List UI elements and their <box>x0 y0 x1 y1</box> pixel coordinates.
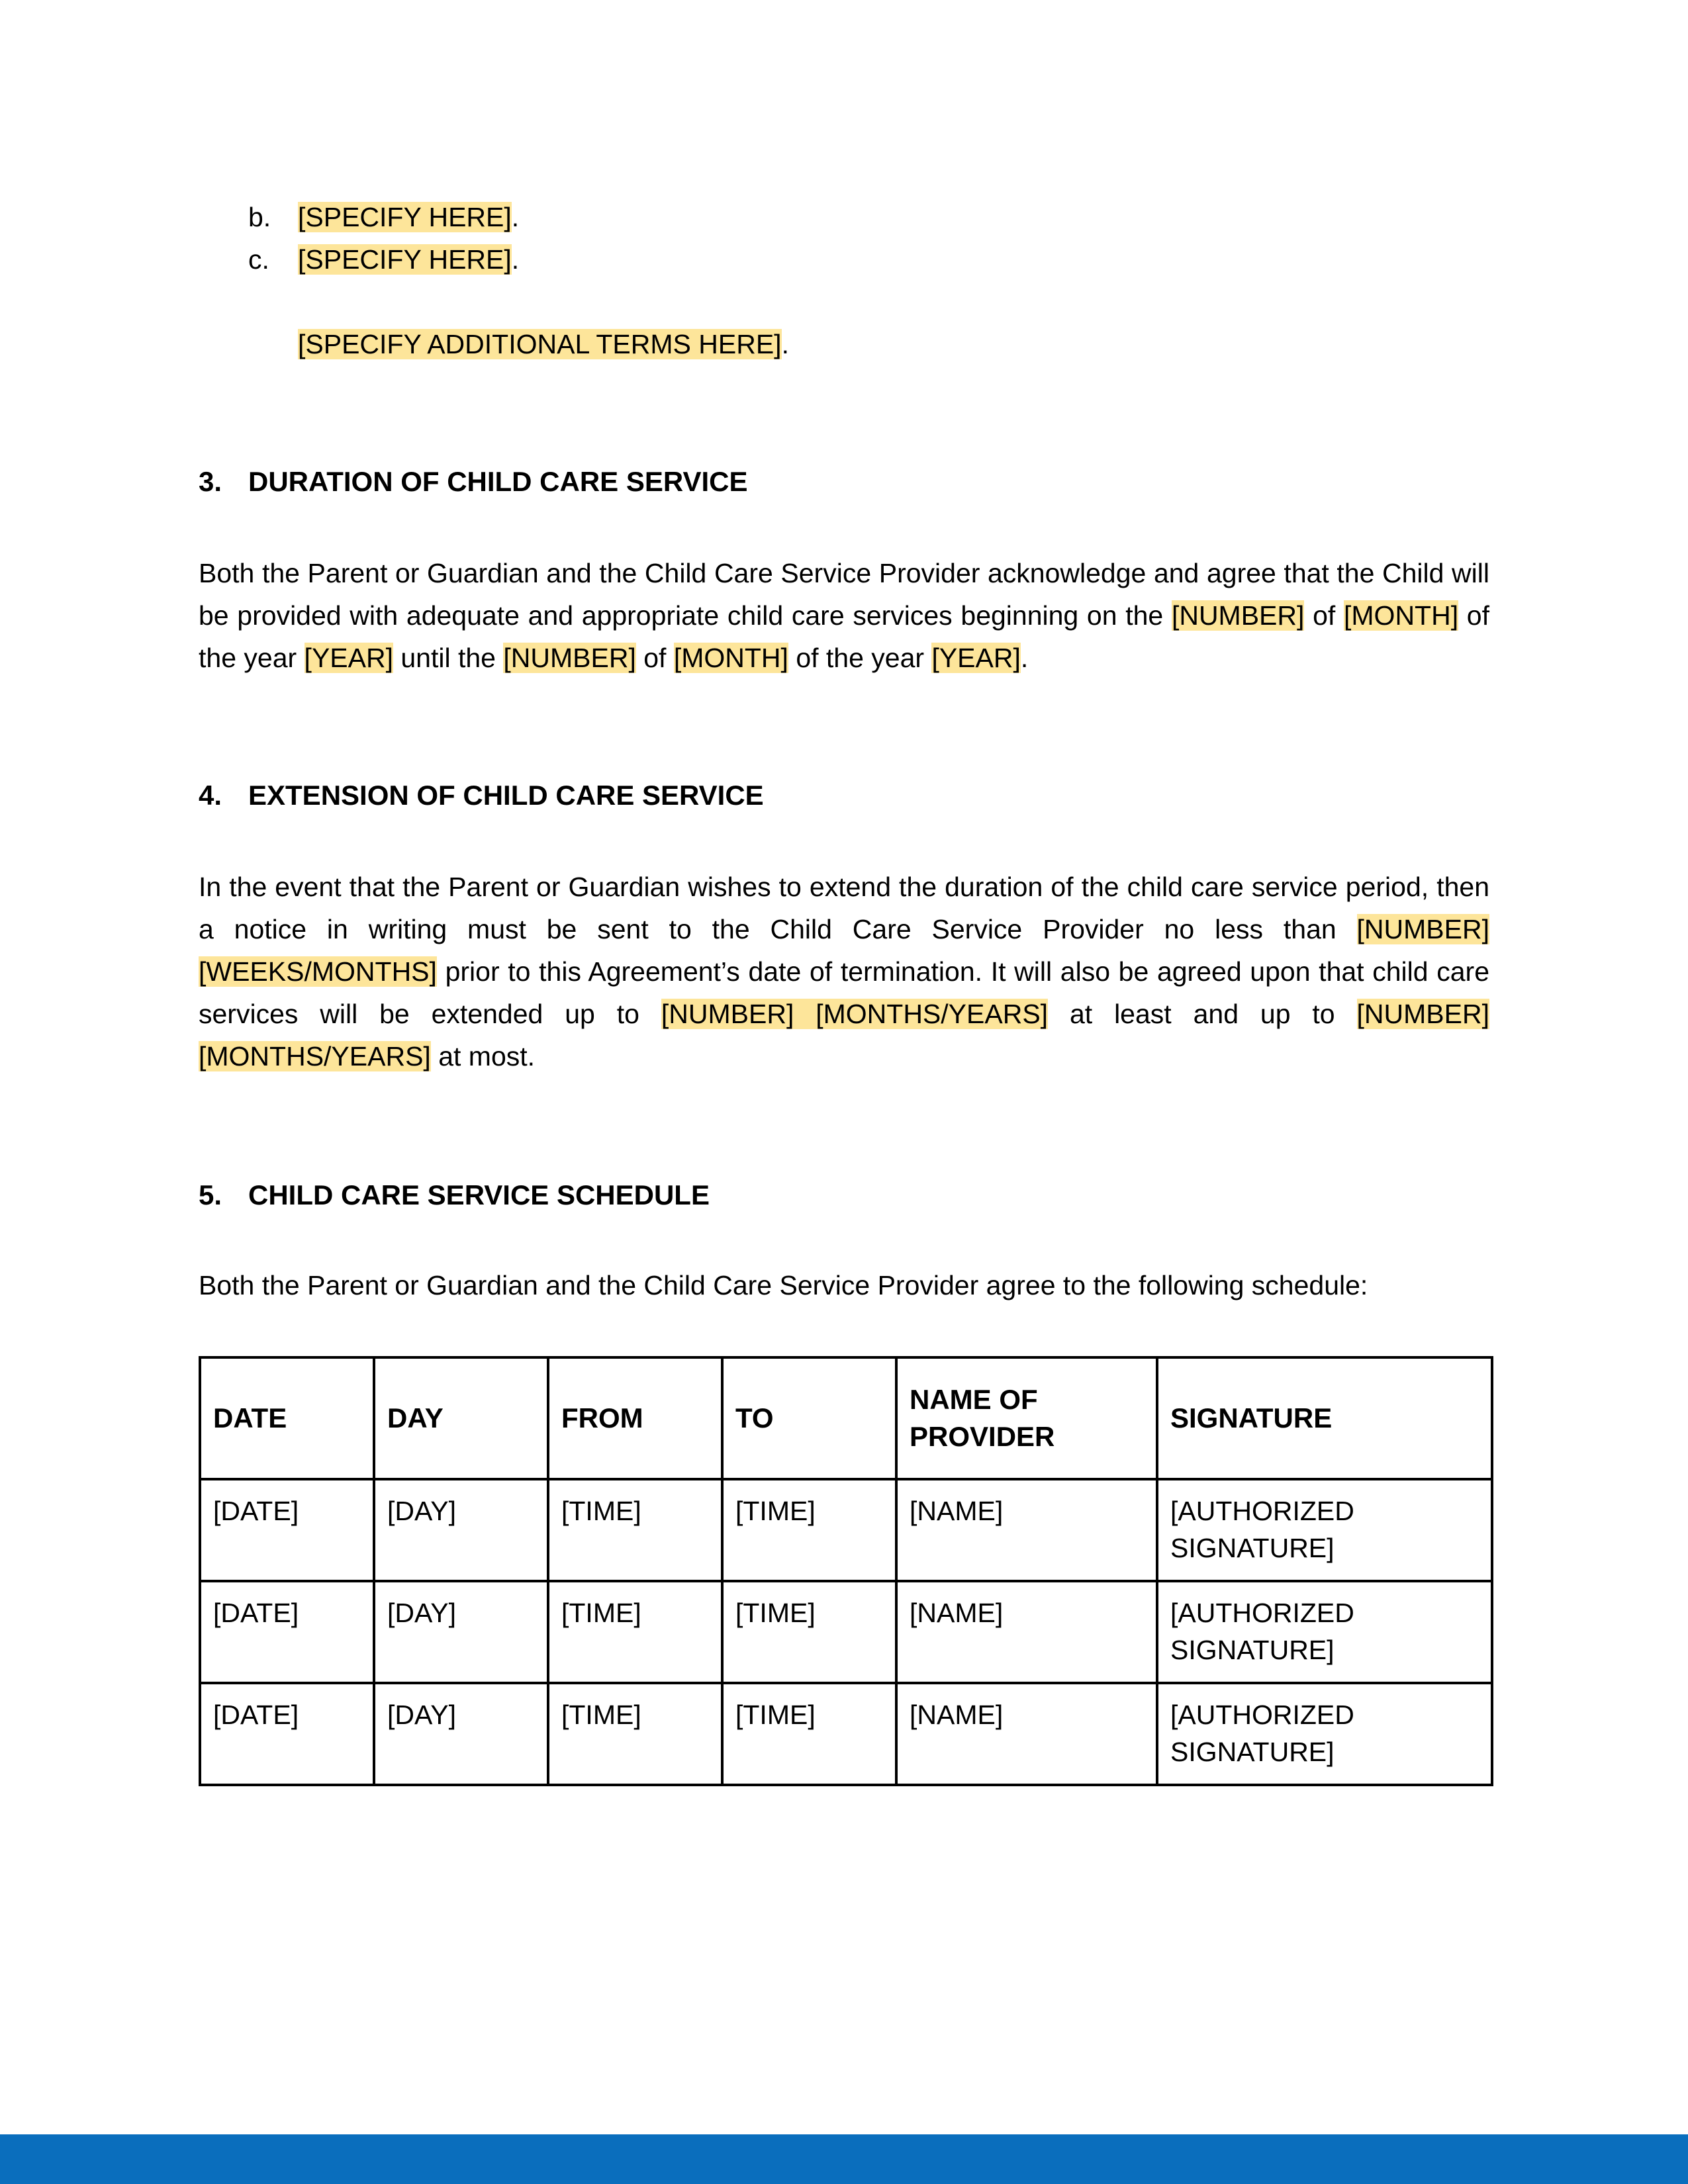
section-title: CHILD CARE SERVICE SCHEDULE <box>248 1179 710 1210</box>
section-4-paragraph: In the event that the Parent or Guardian wishes to extend the duration of the child care service period, then a notice in writing must be sent to the Child Care Service Provider no less than [NUMBER] [WEEKS/MONTHS] prior to this Agreement’s date of termination. It will also be agreed upon that child care services will be extended up to [NUMBER] [MONTHS/YEARS] at least and up to [NUMBER] [MONTHS/YEARS] at most. <box>199 872 1489 1071</box>
table-cell: [NAME] <box>896 1683 1157 1785</box>
section-5-intro: Both the Parent or Guardian and the Child Care Service Provider agree to the following schedule: <box>199 1270 1368 1300</box>
placeholder-field: [SPECIFY HERE] <box>298 244 512 275</box>
list-marker: b. <box>248 202 271 232</box>
placeholder-field: [NUMBER] [MONTHS/YEARS] <box>199 999 1489 1071</box>
header-cell: TO <box>722 1357 896 1479</box>
section-3-heading <box>199 461 747 503</box>
table-row <box>200 1581 1492 1683</box>
placeholder-field: [SPECIFY HERE] <box>298 202 512 232</box>
header-cell: DAY <box>374 1357 548 1479</box>
table-cell: [AUTHORIZED SIGNATURE] <box>1157 1581 1492 1683</box>
additional-terms: [SPECIFY ADDITIONAL TERMS HERE]. <box>298 329 789 359</box>
section-4-heading <box>199 774 764 817</box>
section-title: DURATION OF CHILD CARE SERVICE <box>248 466 748 497</box>
table-cell: [DAY] <box>374 1683 548 1785</box>
placeholder-field: [MONTH] <box>1344 600 1459 631</box>
schedule-table <box>199 1356 1493 1786</box>
placeholder-field: [SPECIFY ADDITIONAL TERMS HERE] <box>298 329 782 359</box>
table-cell: [TIME] <box>722 1581 896 1683</box>
table-cell: [TIME] <box>722 1479 896 1581</box>
section-5-heading <box>199 1174 710 1216</box>
footer-bar <box>0 2134 1688 2184</box>
list-item-b: b. [SPECIFY HERE]. <box>248 196 519 238</box>
table-cell: [DATE] <box>200 1581 374 1683</box>
placeholder-field: [NUMBER] [MONTHS/YEARS] <box>661 999 1049 1029</box>
placeholder-field: [YEAR] <box>931 643 1021 673</box>
list-item-c: c. [SPECIFY HERE]. <box>248 238 519 281</box>
section-title: EXTENSION OF CHILD CARE SERVICE <box>248 780 764 811</box>
table-header-row <box>200 1357 1492 1479</box>
section-number: 4. <box>199 780 222 811</box>
header-cell: FROM <box>548 1357 722 1479</box>
header-cell: SIGNATURE <box>1157 1357 1492 1479</box>
section-number: 5. <box>199 1179 222 1210</box>
list-marker: c. <box>248 244 269 275</box>
table-cell: [AUTHORIZED SIGNATURE] <box>1157 1683 1492 1785</box>
table-cell: [NAME] <box>896 1581 1157 1683</box>
section-3-paragraph: Both the Parent or Guardian and the Child Care Service Provider acknowledge and agree that the Child will be provided with adequate and appropriate child care services beginning on the [NUMBER] of [MONTH] of the year [YEAR] until the [NUMBER] of [MONTH] of the year [YEAR]. <box>199 558 1490 673</box>
placeholder-field: [NUMBER] <box>503 643 636 673</box>
table-cell: [DAY] <box>374 1581 548 1683</box>
placeholder-field: [NUMBER] <box>1171 600 1305 631</box>
table-cell: [TIME] <box>548 1479 722 1581</box>
header-cell: NAME OF PROVIDER <box>896 1357 1157 1479</box>
placeholder-field: [NUMBER] [WEEKS/MONTHS] <box>199 914 1489 987</box>
table-cell: [DATE] <box>200 1479 374 1581</box>
table-cell: [TIME] <box>548 1683 722 1785</box>
section-number: 3. <box>199 466 222 497</box>
table-cell: [AUTHORIZED SIGNATURE] <box>1157 1479 1492 1581</box>
table-cell: [DATE] <box>200 1683 374 1785</box>
table-cell: [NAME] <box>896 1479 1157 1581</box>
table-cell: [TIME] <box>548 1581 722 1683</box>
header-cell: DATE <box>200 1357 374 1479</box>
table-cell: [DAY] <box>374 1479 548 1581</box>
table-row <box>200 1479 1492 1581</box>
table-cell: [TIME] <box>722 1683 896 1785</box>
table-row <box>200 1683 1492 1785</box>
placeholder-field: [MONTH] <box>673 643 788 673</box>
placeholder-field: [YEAR] <box>304 643 393 673</box>
